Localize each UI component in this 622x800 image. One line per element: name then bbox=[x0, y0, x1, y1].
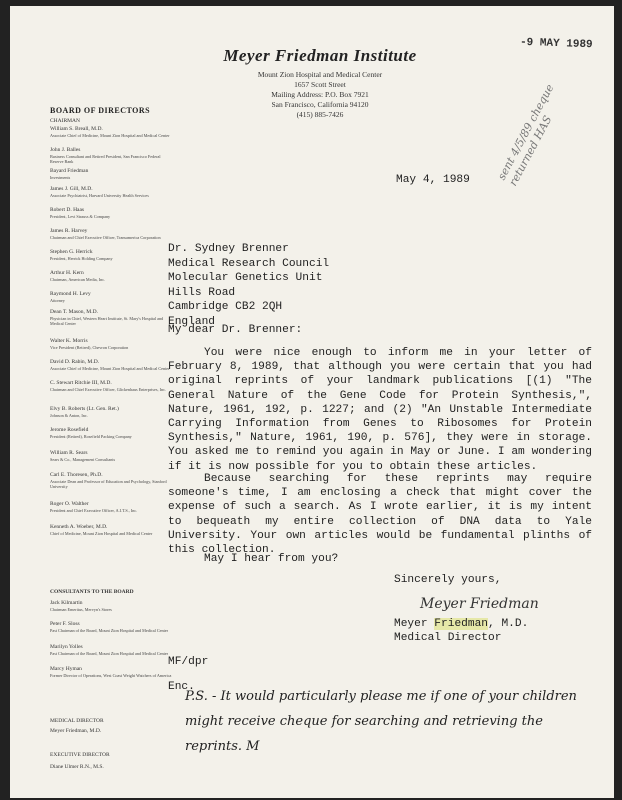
paragraph-3: May I hear from you? bbox=[204, 553, 339, 565]
letterhead-line: Mount Zion Hospital and Medical Center bbox=[257, 70, 383, 79]
board-member: Carl E. Thoresen, Ph.D. Associate Dean and Professor of Education and Psychology, Stanford University bbox=[50, 472, 167, 489]
board-member: David D. Rabin, M.D. Associate Chief of Medicine, Mount Zion Hospital and Medical Center bbox=[50, 359, 170, 371]
date-received-stamp: -9 MAY 1989 bbox=[519, 36, 593, 52]
consultants-title: CONSULTANTS TO THE BOARD bbox=[50, 589, 134, 595]
board-member: Bayard Friedman Investments bbox=[50, 168, 89, 180]
executive-director-name: Diane Ulmer R.N., M.S. bbox=[50, 764, 104, 770]
board-member: Jerome Rosefield President (Retired), Rosefield Packing Company bbox=[50, 427, 132, 439]
board-member: C. Stewart Ritchie III, M.D. Chairman and Chief Executive Officer, Glickenhaus Enterprises, Inc. bbox=[50, 380, 167, 392]
signer-title: Medical Director bbox=[394, 632, 502, 644]
letter-page bbox=[10, 6, 614, 798]
board-member: James J. Gill, M.D. Associate Psychiatrist, Harvard University Health Services bbox=[50, 186, 149, 198]
board-member: Stephen G. Herrick President, Herrick Holding Company bbox=[50, 249, 113, 261]
board-title: BOARD OF DIRECTORS bbox=[50, 106, 151, 115]
letterhead-line: Mailing Address: P.O. Box 7921 bbox=[271, 90, 369, 99]
board-member: Kenneth A. Woeber, M.D. Chief of Medicine, Mount Zion Hospital and Medical Center bbox=[50, 524, 153, 536]
consultant: Marilyn Yolles Past Chairman of the Board, Mount Zion Hospital and Medical Center bbox=[50, 644, 169, 656]
paragraph-1: You were nice enough to inform me in your letter of February 8, 1989, that although you were certain that you had original reprints of your landmark publications [(1) "The General Nature of the Gene Code for Protein Synthesis,", Nature, 1961, 192, p. 1227; and (2) "An Unstable Intermediate Carrying Information from Genes to Ribosomes for Protein Synthesis," Nature, 1961, 190, p. 576], they were in storage. You asked me to remind you again in May or June. I am wondering if it is now possible for you to obtain these articles. bbox=[168, 347, 592, 473]
closing: Sincerely yours, bbox=[394, 574, 502, 586]
board-member: Robert D. Haas President, Levi Strauss & Company bbox=[50, 207, 111, 219]
medical-director-name: Meyer Friedman, M.D. bbox=[50, 728, 102, 734]
board-member: Dean T. Mason, M.D. Physician in Chief, Western Heart Institute, St. Mary's Hospital and Medical Center bbox=[50, 309, 164, 326]
board-member: James R. Harvey Chairman and Chief Executive Officer, Transamerica Corporation bbox=[50, 228, 161, 240]
signature: Meyer Friedman bbox=[420, 596, 539, 612]
board-member: John J. Balles Business Consultant and Retired President, San Francisco Federal Reserve Bank bbox=[50, 147, 161, 164]
letterhead-line: 1657 Scott Street bbox=[294, 80, 346, 89]
handwritten-margin-note: sent 4/5/89 cheque returned HAS bbox=[495, 82, 557, 189]
board-member: Arthur H. Kern Chairman, American Media, Inc. bbox=[50, 270, 106, 282]
paragraph-2: Because searching for these reprints may require someone's time, I am enclosing a check that might cover the expense of such a search. As I wrote earlier, it is my intent to bequeath my entire collection of DNA data to Yale University. Your own articles would be fundamental plinths of this collection. bbox=[168, 473, 592, 557]
enclosure-note: Enc. bbox=[168, 681, 195, 693]
consultant: Peter F. Sloss Past Chairman of the Board, Mount Zion Hospital and Medical Center bbox=[50, 621, 169, 633]
signer-name: Meyer Friedman, M.D. bbox=[394, 618, 529, 630]
executive-director-label: EXECUTIVE DIRECTOR bbox=[50, 752, 110, 758]
medical-director-label: MEDICAL DIRECTOR bbox=[50, 718, 104, 724]
board-member: William S. Breall, M.D. Associate Chief of Medicine, Mount Zion Hospital and Medical Center bbox=[50, 126, 170, 138]
salutation: My dear Dr. Brenner: bbox=[168, 324, 303, 336]
board-member: Raymond H. Levy Attorney bbox=[50, 291, 91, 303]
letter-date: May 4, 1989 bbox=[396, 174, 470, 186]
board-member: Roger O. Walther President and Chief Executive Officer, A.I.T.S., Inc. bbox=[50, 501, 138, 513]
letterhead-line: (415) 885-7426 bbox=[296, 110, 344, 119]
board-member: Walter K. Morris Vice President (Retired), Chevron Corporation bbox=[50, 338, 129, 350]
letterhead-line: San Francisco, California 94120 bbox=[271, 100, 369, 109]
board-member: Elvy B. Roberts (Lt. Gen. Ret.) Johnson & Anton, Inc. bbox=[50, 406, 119, 418]
typist-initials: MF/dpr bbox=[168, 656, 209, 668]
recipient-address: Dr. Sydney Brenner Medical Research Council Molecular Genetics Unit Hills Road Cambridge CB2 2QH England bbox=[168, 243, 330, 328]
handwritten-postscript: P.S. - It would particularly please me if one of your children might receive cheque for searching and retrieving the reprints. M bbox=[185, 689, 577, 754]
consultant: Jack Kilmartin Chairman Emeritus, Mervyn's Stores bbox=[50, 600, 112, 612]
board-member: William R. Sears Sears & Co., Management Consultants bbox=[50, 450, 116, 462]
consultant: Marcy Hyman Former Director of Operations, West Coast Weight Watchers of America bbox=[50, 666, 172, 678]
chairman-label: CHAIRMAN bbox=[50, 118, 80, 124]
institute-name: Meyer Friedman Institute bbox=[223, 46, 417, 65]
